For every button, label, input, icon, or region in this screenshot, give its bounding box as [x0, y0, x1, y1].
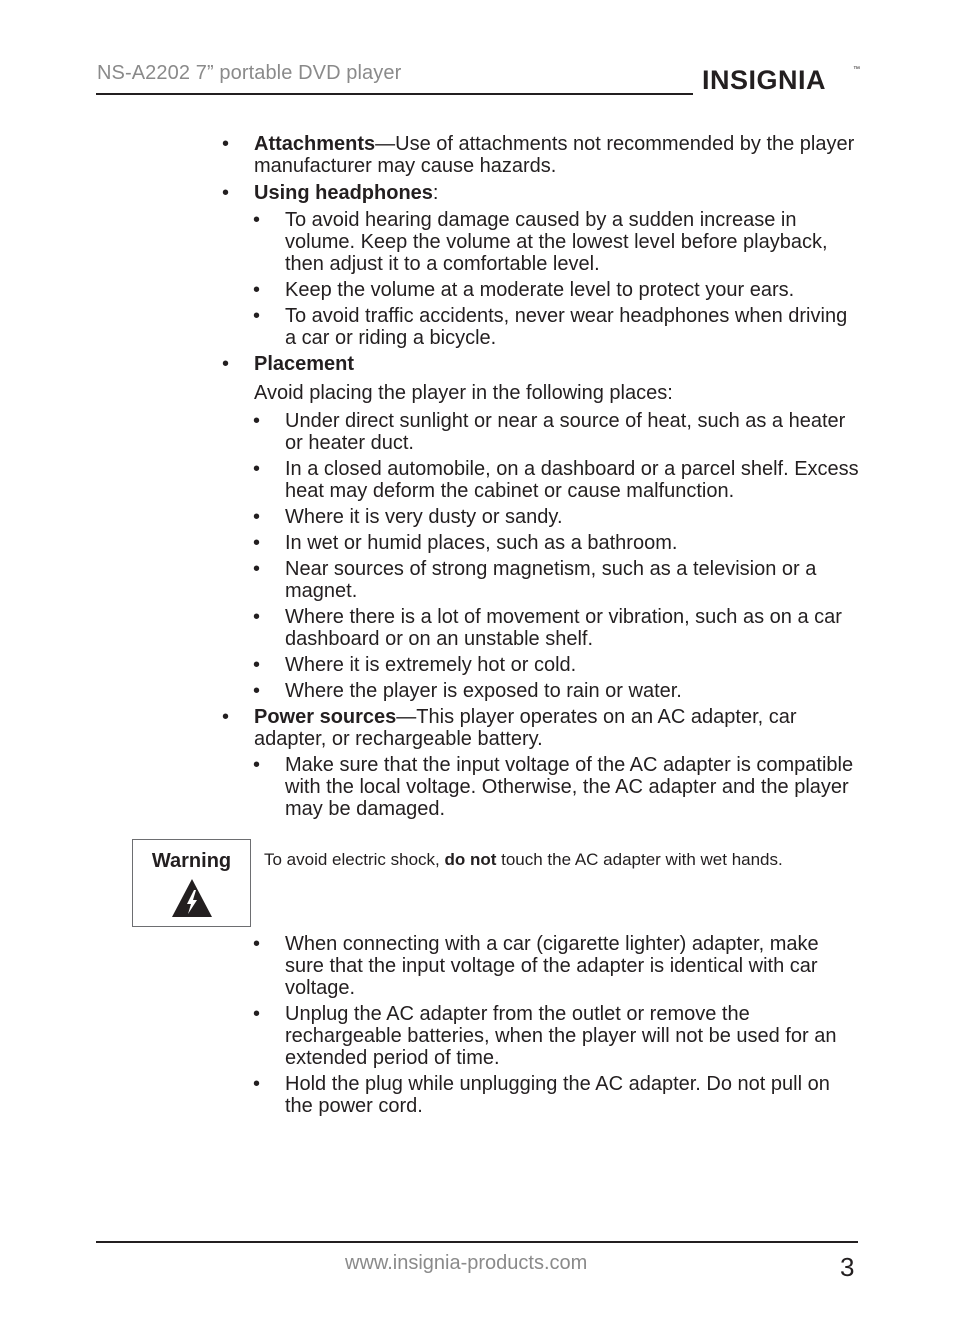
list-item-headphones: • Using headphones:	[222, 182, 862, 204]
header-divider	[96, 93, 693, 95]
list-subitem: • Unplug the AC adapter from the outlet or remove the rechargeable batteries, when the player will not be used for an extended period of time.	[222, 1003, 862, 1069]
list-subitem: • To avoid traffic accidents, never wear headphones when driving a car or riding a bicycle.	[222, 305, 862, 349]
list-subitem: • Where it is very dusty or sandy.	[222, 506, 862, 528]
list-subitem: • Keep the volume at a moderate level to protect your ears.	[222, 279, 862, 301]
list-subitem: • To avoid hearing damage caused by a sudden increase in volume. Keep the volume at the lowest level before playback, then adjust it to a comfortable level.	[222, 209, 862, 275]
list-subitem: • In a closed automobile, on a dashboard or a parcel shelf. Excess heat may deform the cabinet or cause malfunction.	[222, 458, 862, 502]
list-item-power-sources: • Power sources—This player operates on an AC adapter, car adapter, or rechargeable battery.	[222, 706, 862, 750]
safety-list	[222, 133, 862, 820]
list-item-placement: • Placement	[222, 353, 862, 375]
list-subitem: • Where the player is exposed to rain or water.	[222, 680, 862, 702]
document-header-title: NS-A2202 7” portable DVD player	[97, 62, 402, 84]
list-subitem: • Hold the plug while unplugging the AC adapter. Do not pull on the power cord.	[222, 1073, 862, 1117]
electric-shock-warning-icon	[171, 878, 213, 918]
svg-text:™: ™	[853, 66, 860, 73]
list-item-attachments: • Attachments—Use of attachments not recommended by the player manufacturer may cause hazards.	[222, 133, 862, 177]
list-subitem: • When connecting with a car (cigarette lighter) adapter, make sure that the input voltage of the adapter is identical with car voltage.	[222, 933, 862, 999]
list-subitem: • Make sure that the input voltage of the AC adapter is compatible with the local voltage. Otherwise, the AC adapter and the player may be damaged.	[222, 754, 862, 820]
list-subitem: • In wet or humid places, such as a bathroom.	[222, 532, 862, 554]
footer-website: www.insignia-products.com	[345, 1252, 588, 1274]
warning-message: To avoid electric shock, do not touch the AC adapter with wet hands.	[264, 850, 783, 869]
warning-box	[132, 839, 251, 927]
list-subitem: • Under direct sunlight or near a source of heat, such as a heater or heater duct.	[222, 410, 862, 454]
placement-intro: Avoid placing the player in the following places:	[254, 382, 673, 404]
list-subitem: • Where there is a lot of movement or vibration, such as on a car dashboard or on an unstable shelf.	[222, 606, 862, 650]
warning-label: Warning	[151, 850, 232, 872]
insignia-logo	[702, 58, 862, 102]
footer-divider	[96, 1241, 858, 1243]
list-subitem: • Near sources of strong magnetism, such as a television or a magnet.	[222, 558, 862, 602]
page-number: 3	[840, 1252, 855, 1282]
svg-text:INSIGNIA: INSIGNIA	[702, 65, 827, 95]
list-subitem: • Where it is extremely hot or cold.	[222, 654, 862, 676]
power-safety-list	[222, 933, 862, 1117]
